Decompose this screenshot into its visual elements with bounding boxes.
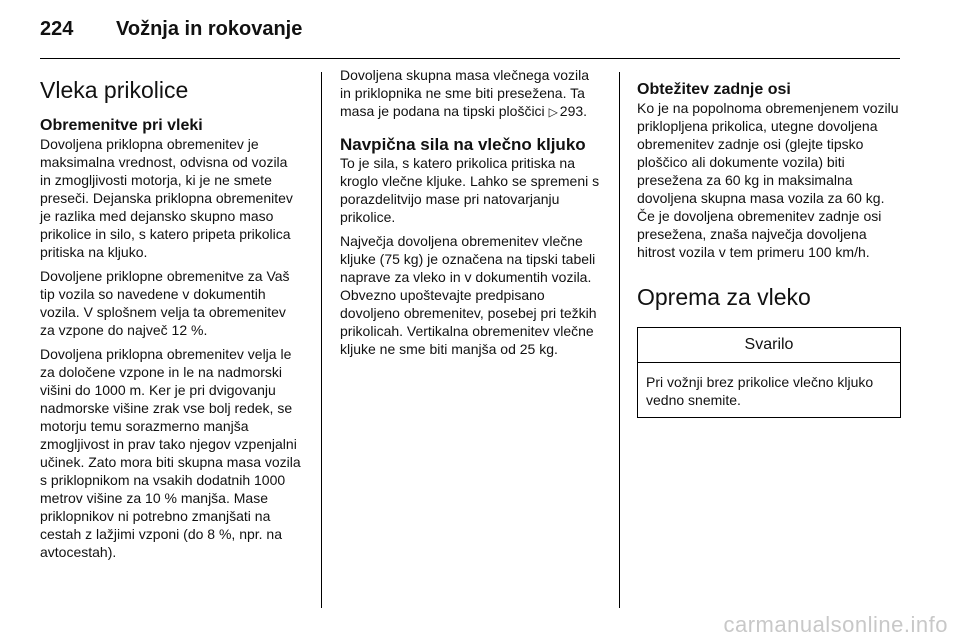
column-divider (619, 72, 620, 608)
subheading-rear-axle-load: Obtežitev zadnje osi (637, 81, 791, 98)
paragraph: Dovoljena priklopna obremenitev velja le za določene vzpone in le na nadmorski višini do 1000 m. Ker je pri dvigovanju nadmorske višine zrak vse bolj redek, se motorju temu sorazmerno manjša zmogljivost in prav tako njegov vzpenjalni učinek. Zato mora biti skupna masa vozila s priklopnikom na vsakih dodatnih 1000 metrov višine za 10 % manjša. Mase priklopnikov ni potrebno zmanjšati na cestah z lažjimi vzponi (do 8 %, npr. na avtocestah). (40, 346, 301, 560)
paragraph (340, 66, 602, 121)
paragraph: Največja dovoljena obremenitev vlečne kljuke (75 kg) je označena na tipski tabeli naprave za vleko in v dokumentih vozila. Obvezno upoštevajte predpisano dovoljeno obremenitev, posebej pri težkih prikolicah. Vertikalna obremenitev vlečne kljuke ne sme biti manjša od 25 kg. (340, 233, 597, 357)
page-reference-link[interactable]: 293. (559, 103, 588, 119)
paragraph: Ko je na popolnoma obremenjenem vozilu priklopljena prikolica, utegne dovoljena obremenitev zadnje osi (glejte tipsko ploščico ali dokumente vozila) biti presežena za 60 kg in maksimalna dovoljena skupna masa vozila za 60 kg. Če je dovoljena obremenitev zadnje osi presežena, znaša največja dovoljena hitrost vozila v tem primeru 100 km/h. (637, 100, 899, 260)
subheading-vertical-load: Navpična sila na vlečno kljuko (340, 135, 586, 154)
warning-box (637, 327, 901, 418)
column-right (637, 66, 900, 418)
page-reference-arrow-icon: ▷ (548, 105, 558, 119)
warning-title: Svarilo (638, 328, 900, 363)
subheading-trailer-loads: Obremenitve pri vleki (40, 117, 203, 134)
paragraph: Dovoljene priklopne obremenitve za Vaš tip vozila so navedene v dokumentih vozila. V splošnem velja ta obremenitev za vzpone do največ 12 %. (40, 268, 290, 338)
page-header (40, 18, 302, 48)
paragraph: To je sila, s katero prikolica pritiska na kroglo vlečne kljuke. Lahko se spremeni s porazdelitvijo mase pri natovarjanju prikolice. (340, 155, 600, 225)
header-rule (40, 58, 900, 59)
chapter-title: Vožnja in rokovanje (116, 18, 303, 40)
paragraph: Dovoljena priklopna obremenitev je maksimalna vrednost, odvisna od vozila in zmogljivosti motorja, ki je ne smete preseči. Dejanska priklopna obremenitev je razlika med dejansko skupno maso prikolice in silo, s katero pripeta prikolica pritiska na kljuko. (40, 136, 293, 260)
section-title-towing: Vleka prikolice (40, 77, 189, 103)
warning-text: Pri vožnji brez prikolice vlečno kljuko vedno snemite. (646, 374, 874, 408)
column-left (40, 66, 302, 567)
section-title-towing-equipment: Oprema za vleko (637, 284, 811, 310)
paragraph-text: Dovoljena skupna masa vlečnega vozila in priklopnika ne sme biti presežena. Ta masa je podana na tipski ploščici (340, 67, 590, 119)
column-middle (340, 66, 602, 364)
page-number: 224 (40, 18, 74, 40)
column-divider (321, 72, 322, 608)
watermark: carmanualsonline.info (723, 612, 948, 637)
